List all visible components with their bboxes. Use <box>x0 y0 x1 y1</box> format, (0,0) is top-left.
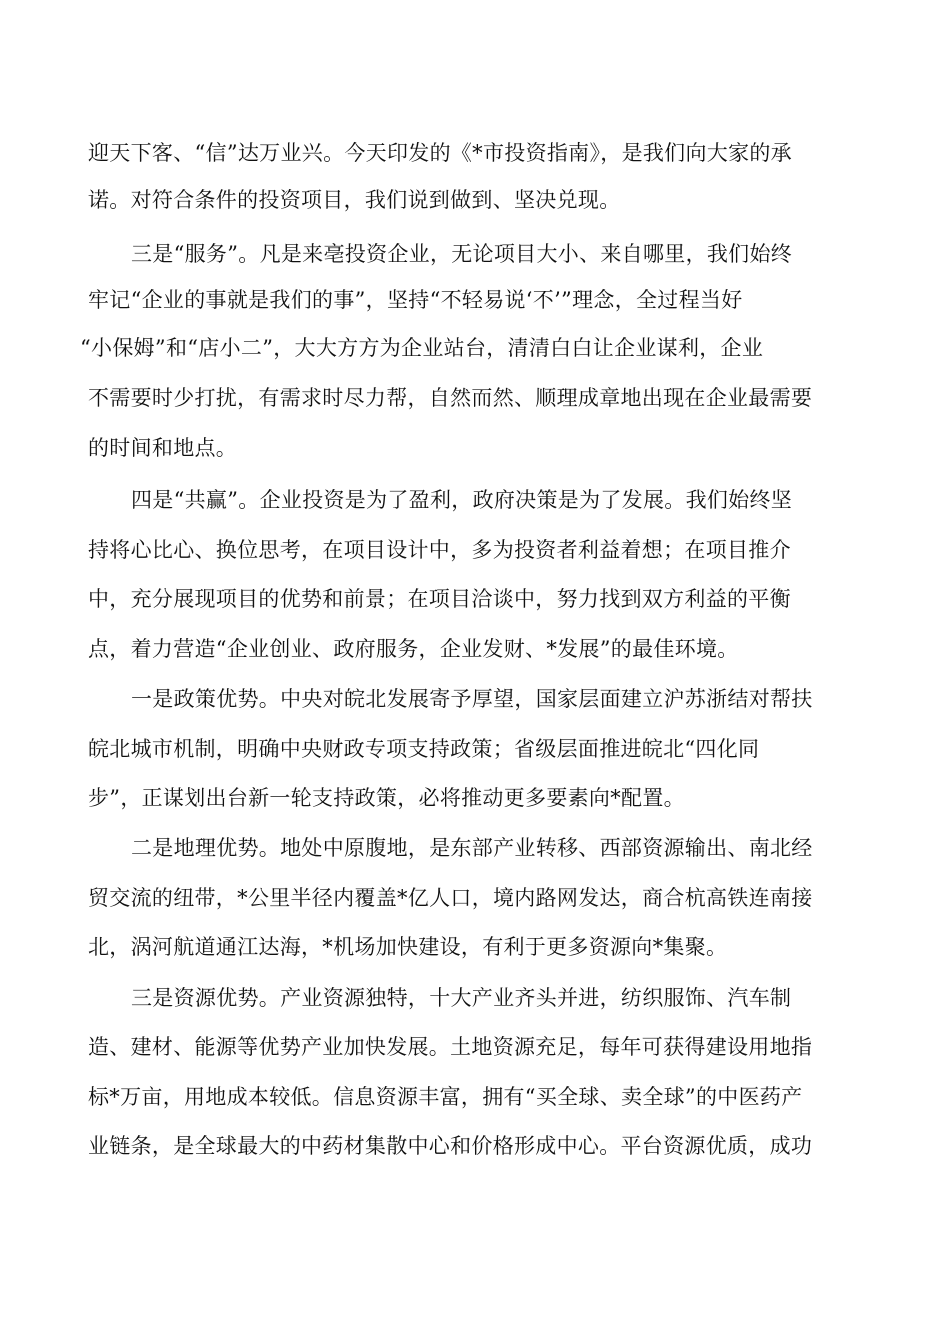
text-line <box>0 474 950 526</box>
text-line <box>0 422 950 474</box>
text-line <box>0 127 950 179</box>
text-line-content: 迎天下客、“信”达万业兴。今天印发的《*市投资指南》，是我们向大家的承 <box>88 141 792 165</box>
text-line-content: 贸交流的纽带，*公里半径内覆盖*亿人口，境内路网发达，商合杭高铁连南接 <box>88 886 813 910</box>
text-line-content: 持将心比心、换位思考，在项目设计中，多为投资者利益着想；在项目推介 <box>88 538 791 562</box>
text-line <box>0 872 950 924</box>
text-line-content: 中，充分展现项目的优势和前景；在项目洽谈中，努力找到双方利益的平衡 <box>88 587 791 611</box>
text-line-content: 诺。对符合条件的投资项目，我们说到做到、坚决兑现。 <box>88 188 621 212</box>
text-line-content: 的时间和地点。 <box>88 436 238 460</box>
text-line-content: 三是“服务”。凡是来亳投资企业，无论项目大小、来自哪里，我们始终 <box>131 242 793 266</box>
text-line-content: 四是“共赢”。企业投资是为了盈利，政府决策是为了发展。我们始终坚 <box>131 488 793 512</box>
text-line-content: 北，涡河航道通江达海，*机场加快建设，有利于更多资源向*集聚。 <box>88 935 728 959</box>
text-line-content: 标*万亩，用地成本较低。信息资源丰富，拥有“买全球、卖全球”的中医药产 <box>88 1085 803 1109</box>
text-line-content: 牢记“企业的事就是我们的事”，坚持“不轻易说‘不’”理念，全过程当好 <box>88 288 743 312</box>
text-line <box>0 772 950 824</box>
text-line <box>0 1120 950 1172</box>
text-line <box>0 1021 950 1073</box>
text-line-content: 业链条，是全球最大的中药材集散中心和价格形成中心。平台资源优质，成功 <box>88 1134 813 1158</box>
text-line-content: 皖北城市机制，明确中央财政专项支持政策；省级层面推进皖北“四化同 <box>88 737 760 761</box>
text-line <box>0 274 950 326</box>
text-line <box>0 322 950 374</box>
text-line <box>0 623 950 675</box>
text-line <box>0 228 950 280</box>
text-line-content: “小保姆”和“店小二”，大大方方为企业站台，清清白白让企业谋利，企业 <box>80 336 764 360</box>
text-line-content: 造、建材、能源等优势产业加快发展。土地资源充足，每年可获得建设用地指 <box>88 1035 813 1059</box>
text-line <box>0 723 950 775</box>
text-line <box>0 1071 950 1123</box>
text-line-content: 一是政策优势。中央对皖北发展寄予厚望，国家层面建立沪苏浙结对帮扶 <box>131 687 813 711</box>
text-line <box>0 972 950 1024</box>
text-line <box>0 673 950 725</box>
text-line-content: 点，着力营造“企业创业、政府服务，企业发财、*发展”的最佳环境。 <box>88 637 739 661</box>
text-line <box>0 372 950 424</box>
text-line <box>0 174 950 226</box>
text-line <box>0 921 950 973</box>
text-line-content: 步”，正谋划出台新一轮支持政策，必将推动更多要素向*配置。 <box>88 786 685 810</box>
text-line-content: 不需要时少打扰，有需求时尽力帮，自然而然、顺理成章地出现在企业最需要 <box>88 386 813 410</box>
text-line <box>0 573 950 625</box>
text-line-content: 二是地理优势。地处中原腹地，是东部产业转移、西部资源输出、南北经 <box>131 836 813 860</box>
text-line <box>0 524 950 576</box>
text-line <box>0 822 950 874</box>
text-line-content: 三是资源优势。产业资源独特，十大产业齐头并进，纺织服饰、汽车制 <box>131 986 792 1010</box>
